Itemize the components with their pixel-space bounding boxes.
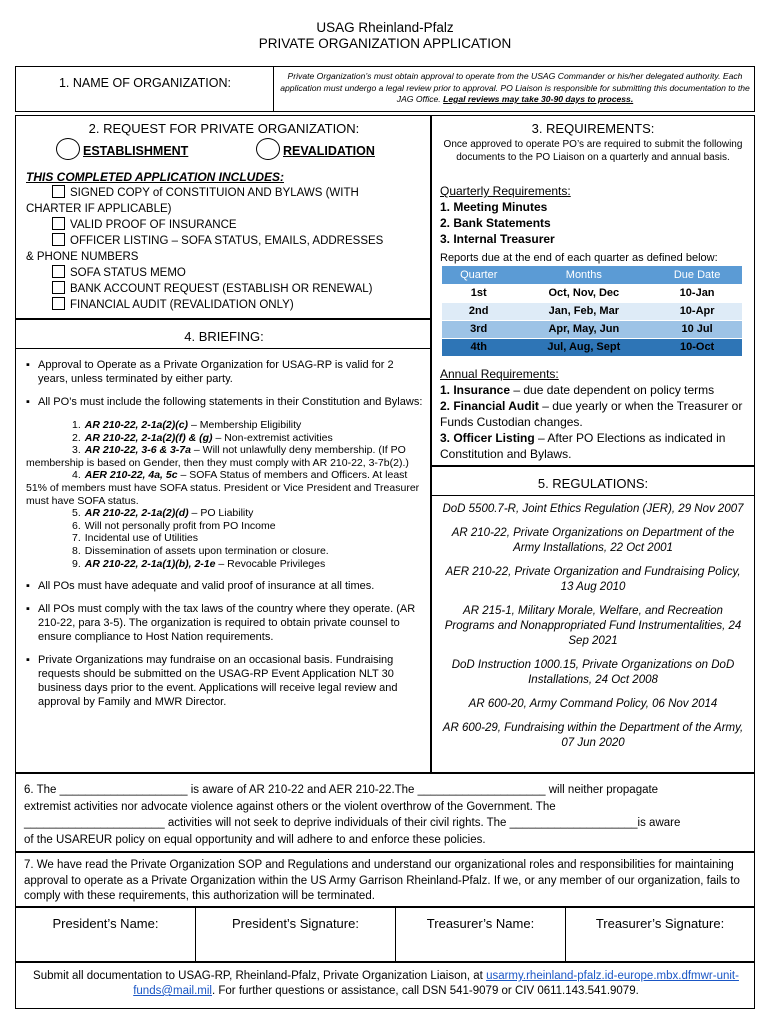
table-row bbox=[442, 284, 742, 302]
include-item[interactable]: SIGNED COPY of CONSTITUION AND BYLAWS (WITH bbox=[26, 185, 426, 201]
legal-note-emphasis: Legal reviews may take 30-90 days to process. bbox=[443, 94, 634, 104]
legal-note-text: Private Organization’s must obtain approval to operate from the USAG Commander or his/her delegated authority. Each application must undergo a legal review prior to approval. PO Liaison is responsible for submitting this documentation to the JAG Office. bbox=[280, 71, 750, 104]
include-item[interactable]: VALID PROOF OF INSURANCE bbox=[26, 217, 426, 233]
requirements-label: 3. REQUIREMENTS: bbox=[531, 121, 655, 136]
regulation-item: DoD Instruction 1000.15, Private Organizations on DoD Installations, 24 Oct 2008 bbox=[451, 659, 735, 686]
regulation-item: AR 600-20, Army Command Policy, 06 Nov 2014 bbox=[468, 698, 718, 710]
title-line-2: PRIVATE ORGANIZATION APPLICATION bbox=[258, 36, 512, 51]
president-signature-field[interactable] bbox=[196, 908, 396, 961]
includes-list bbox=[26, 185, 426, 313]
establishment-option[interactable] bbox=[56, 138, 188, 160]
section-4-briefing bbox=[15, 319, 431, 773]
regulation-item: AR 215-1, Military Morale, Welfare, and Recreation Programs and Nonappropriated Fund Instrumentalities, 24 Sep 2021 bbox=[444, 605, 742, 647]
table-header-cell: Due Date bbox=[652, 266, 742, 284]
briefing-label: 4. BRIEFING: bbox=[184, 329, 264, 344]
statement-item: 3. AR 210-22, 3-6 & 3-7a – Will not unlawfully deny membership. (If PO membership is based on Gender, then they must comply with AR 210-22, 3-7b(2).) bbox=[26, 444, 409, 469]
include-item-cont: & PHONE NUMBERS bbox=[26, 251, 139, 263]
table-cell: 10 Jul bbox=[652, 320, 742, 338]
checkbox[interactable] bbox=[52, 281, 65, 294]
includes-heading: THIS COMPLETED APPLICATION INCLUDES: bbox=[26, 170, 284, 184]
regulations-list bbox=[440, 502, 746, 760]
annual-item: 1. Insurance – due date dependent on policy terms bbox=[440, 383, 715, 397]
quarterly-block bbox=[440, 183, 571, 247]
request-label: 2. REQUEST FOR PRIVATE ORGANIZATION: bbox=[88, 121, 360, 136]
table-row bbox=[442, 302, 742, 320]
annual-item: 3. Officer Listing – After PO Elections as indicated in Constitution and Bylaws. bbox=[440, 431, 726, 461]
treasurer-name-field[interactable] bbox=[396, 908, 566, 961]
section-1-name bbox=[15, 66, 755, 112]
section-2-request bbox=[15, 115, 431, 319]
table-cell: 1st bbox=[442, 284, 515, 302]
treasurer-signature-field[interactable] bbox=[566, 908, 754, 961]
regulation-item: AR 210-22, Private Organizations on Department of the Army Installations, 22 Oct 2001 bbox=[451, 527, 735, 554]
revalidation-option[interactable] bbox=[256, 138, 375, 160]
table-cell: 4th bbox=[442, 338, 515, 356]
checkbox[interactable] bbox=[52, 233, 65, 246]
treasurer-name-label: Treasurer’s Name: bbox=[426, 916, 535, 931]
president-name-label: President’s Name: bbox=[52, 916, 159, 931]
checkbox[interactable] bbox=[52, 185, 65, 198]
regulation-item: AR 600-29, Fundraising within the Department of the Army, 07 Jun 2020 bbox=[442, 722, 744, 749]
regulation-item: DoD 5500.7-R, Joint Ethics Regulation (JER), 29 Nov 2007 bbox=[442, 503, 744, 515]
legal-note bbox=[278, 71, 752, 106]
include-item[interactable]: BANK ACCOUNT REQUEST (ESTABLISH OR RENEWAL) bbox=[26, 281, 426, 297]
footer-text bbox=[24, 969, 748, 999]
statement-item: 7. Incidental use of Utilities bbox=[72, 532, 198, 545]
table-row bbox=[442, 320, 742, 338]
footer bbox=[15, 962, 755, 1009]
briefing-body bbox=[26, 358, 424, 709]
name-label: 1. NAME OF ORGANIZATION: bbox=[58, 76, 231, 90]
establishment-label: ESTABLISHMENT bbox=[83, 144, 189, 158]
checkbox[interactable] bbox=[52, 217, 65, 230]
table-cell: Jul, Aug, Sept bbox=[515, 338, 652, 356]
table-header-cell: Quarter bbox=[442, 266, 515, 284]
table-header-row bbox=[442, 266, 742, 284]
revalidation-label: REVALIDATION bbox=[283, 144, 375, 158]
include-item[interactable]: SOFA STATUS MEMO bbox=[26, 265, 426, 281]
statement-item: 4. AER 210-22, 4a, 5c – SOFA Status of members and Officers. At least 51% of members must have SOFA status. President or Vice President and Treasurer must have SOFA status. bbox=[26, 469, 420, 507]
statement-item: 8. Dissemination of assets upon termination or closure. bbox=[72, 544, 329, 557]
president-name-field[interactable] bbox=[16, 908, 196, 961]
table-cell: 10-Oct bbox=[652, 338, 742, 356]
footer-text-2: . For further questions or assistance, call DSN 541-9079 or CIV 0611.143.541.9079. bbox=[211, 985, 639, 997]
include-item-cont: CHARTER IF APPLICABLE) bbox=[26, 203, 172, 215]
quarterly-item: 2. Bank Statements bbox=[440, 216, 551, 230]
table-row bbox=[442, 338, 742, 356]
annual-item: 2. Financial Audit – due yearly or when the Treasurer or Funds Custodian changes. bbox=[440, 399, 743, 429]
establishment-radio[interactable] bbox=[56, 138, 80, 160]
section-3-requirements bbox=[431, 115, 755, 466]
statement-line: extremist activities nor advocate violence against others or the violent overthrow of the Government. The bbox=[24, 800, 556, 813]
checkbox[interactable] bbox=[52, 297, 65, 310]
quarter-table bbox=[442, 266, 742, 357]
president-signature-label: President’s Signature: bbox=[232, 916, 359, 931]
quarterly-heading: Quarterly Requirements: bbox=[440, 184, 571, 198]
statements-list bbox=[26, 419, 424, 570]
revalidation-radio[interactable] bbox=[256, 138, 280, 160]
statement-item: 2. AR 210-22, 2-1a(2)(f) & (g) – Non-extremist activities bbox=[72, 431, 333, 444]
checkbox[interactable] bbox=[52, 265, 65, 278]
include-item[interactable]: OFFICER LISTING – SOFA STATUS, EMAILS, ADDRESSES bbox=[26, 233, 426, 249]
table-cell: 10-Jan bbox=[652, 284, 742, 302]
page-title bbox=[0, 20, 770, 52]
briefing-bullet: ▪ All POs must comply with the tax laws of the country where they operate. (AR 210-22, para 3-5). The organization is required to obtain private counsel to ensure compliance to Host Nation requirements. bbox=[26, 603, 416, 644]
treasurer-signature-label: Treasurer’s Signature: bbox=[595, 916, 725, 931]
statement-line: ______________________ activities will not seek to deprive individuals of their civil rights. The ____________________is aware bbox=[24, 817, 681, 829]
acknowledgement-text: 7. We have read the Private Organization SOP and Regulations and understand our organizational roles and responsibilities for maintaining approval to operate as a Private Organization within the US Army Garrison Rheinland-Pfalz. If we, or any member of our organization, fails to comply with these requirements, this authorization will be terminated. bbox=[24, 859, 740, 902]
table-cell: Apr, May, Jun bbox=[515, 320, 652, 338]
section-7-acknowledgement bbox=[15, 852, 755, 907]
annual-block bbox=[440, 366, 750, 462]
statement-item: 6. Will not personally profit from PO Income bbox=[72, 519, 276, 532]
table-cell: Oct, Nov, Dec bbox=[515, 284, 652, 302]
briefing-bullet: ▪ All PO’s must include the following statements in their Constitution and Bylaws: bbox=[26, 396, 423, 408]
table-cell: 3rd bbox=[442, 320, 515, 338]
statement-item: 9. AR 210-22, 2-1a(1)(b), 2-1e – Revocable Privileges bbox=[72, 557, 326, 570]
section-5-regulations bbox=[431, 466, 755, 773]
table-caption: Reports due at the end of each quarter as defined below: bbox=[440, 252, 718, 264]
table-cell: Jan, Feb, Mar bbox=[515, 302, 652, 320]
statement-line: of the USAREUR policy on equal opportunity and will adhere to and enforce these policies. bbox=[24, 833, 486, 846]
table-cell: 2nd bbox=[442, 302, 515, 320]
section-6-statement bbox=[15, 773, 755, 852]
statement-item: 5. AR 210-22, 2-1a(2)(d) – PO Liability bbox=[72, 507, 254, 520]
title-line-1: USAG Rheinland-Pfalz bbox=[316, 20, 454, 35]
briefing-bullet: ▪ Approval to Operate as a Private Organization for USAG-RP is valid for 2 years, unless terminated by either party. bbox=[26, 359, 394, 385]
annual-heading: Annual Requirements: bbox=[440, 367, 559, 381]
statement-line: 6. The ____________________ is aware of AR 210-22 and AER 210-22.The ____________________ will neither propagate bbox=[24, 784, 659, 796]
quarterly-item: 3. Internal Treasurer bbox=[440, 232, 555, 246]
regulation-item: AER 210-22, Private Organization and Fundraising Policy, 13 Aug 2010 bbox=[445, 566, 741, 593]
signature-row bbox=[15, 907, 755, 962]
requirements-intro: Once approved to operate PO’s are required to submit the following documents to the PO Liaison on a quarterly and annual basis. bbox=[443, 139, 743, 163]
statement-text bbox=[24, 782, 752, 848]
briefing-bullet: ▪ All POs must have adequate and valid proof of insurance at all times. bbox=[26, 580, 375, 593]
table-cell: 10-Apr bbox=[652, 302, 742, 320]
liaison-email-link[interactable]: usarmy.rheinland-pfalz.id-europe.mbx.dfmwr-unit-funds@mail.mil bbox=[133, 970, 739, 997]
regulations-label: 5. REGULATIONS: bbox=[537, 476, 649, 491]
quarterly-item: 1. Meeting Minutes bbox=[440, 200, 548, 214]
include-item[interactable]: FINANCIAL AUDIT (REVALIDATION ONLY) bbox=[26, 297, 426, 313]
briefing-bullet: ▪ Private Organizations may fundraise on an occasional basis. Fundraising requests should be submitted on the USAG-RP Event Application NLT 30 business days prior to the event. Applications will receive legal review and approval by Family and MWR Director. bbox=[26, 654, 398, 709]
statement-item: 1. AR 210-22, 2-1a(2)(c) – Membership Eligibility bbox=[72, 419, 302, 431]
footer-text-1: Submit all documentation to USAG-RP, Rheinland-Pfalz, Private Organization Liaison, at bbox=[33, 970, 483, 982]
name-cell[interactable] bbox=[16, 67, 274, 111]
table-header-cell: Months bbox=[515, 266, 652, 284]
